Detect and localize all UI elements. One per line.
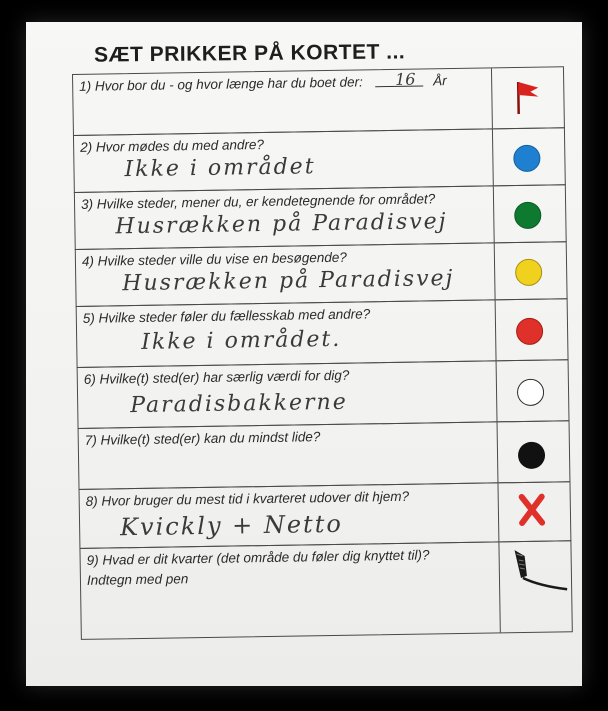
- survey-row-1: [72, 66, 565, 136]
- answer-text: Paradisbakkerne: [130, 389, 348, 419]
- question-text: 3) Hvilke steder, mener du, er kendetegnende for området?: [80, 191, 436, 212]
- answer-text: Husrækken på Paradisvej: [122, 266, 455, 297]
- survey-row-8: [79, 481, 572, 549]
- survey-form: [72, 66, 582, 644]
- survey-row-7: [78, 420, 571, 490]
- question-text: 9) Hvad er dit kvarter (det område du føler dig knyttet til)?: [86, 547, 430, 568]
- question-text: 8) Hvor bruger du mest tid i kvarteret udover dit hjem?: [85, 488, 410, 509]
- survey-row-3: [74, 184, 567, 250]
- black-dot-icon: [516, 440, 546, 470]
- unit-label: År: [433, 73, 447, 89]
- survey-row-4: [75, 241, 568, 307]
- answer-text: Ikke i området.: [141, 326, 342, 355]
- answer-text: Husrækken på Paradisvej: [115, 209, 448, 240]
- answer-text: Ikke i området: [124, 154, 316, 183]
- red-dot-icon: [514, 316, 544, 346]
- survey-row-6: [77, 359, 570, 429]
- question-text: 7) Hvilke(t) sted(er) kan du mindst lide?: [84, 429, 321, 448]
- answer-text: 16: [394, 69, 416, 89]
- survey-row-5: [76, 298, 569, 368]
- survey-row-9: [79, 540, 572, 640]
- green-dot-icon: [512, 200, 542, 230]
- survey-row-2: [73, 127, 566, 193]
- page-title: SÆT PRIKKER PÅ KORTET ...: [93, 40, 406, 67]
- pen-icon: [508, 545, 569, 596]
- blue-dot-icon: [511, 143, 541, 173]
- survey-sheet: [26, 22, 582, 686]
- yellow-dot-icon: [513, 257, 543, 287]
- question-text: 5) Hvilke steder føler du fællesskab med andre?: [82, 306, 371, 326]
- red-flag-icon: [510, 82, 540, 112]
- question-text: 2) Hvor mødes du med andre?: [80, 136, 265, 155]
- question-text: 1) Hvor bor du - og hvor længe har du boet der:: [79, 74, 363, 94]
- red-cross-icon: [517, 495, 547, 525]
- white-dot-icon: [515, 377, 545, 407]
- question-subtext: Indtegn med pen: [86, 571, 189, 588]
- question-text: 6) Hvilke(t) sted(er) har særlig værdi for dig?: [83, 367, 350, 387]
- question-text: 4) Hvilke steder ville du vise en besøgende?: [81, 249, 347, 269]
- answer-text: Kvickly + Netto: [119, 509, 344, 542]
